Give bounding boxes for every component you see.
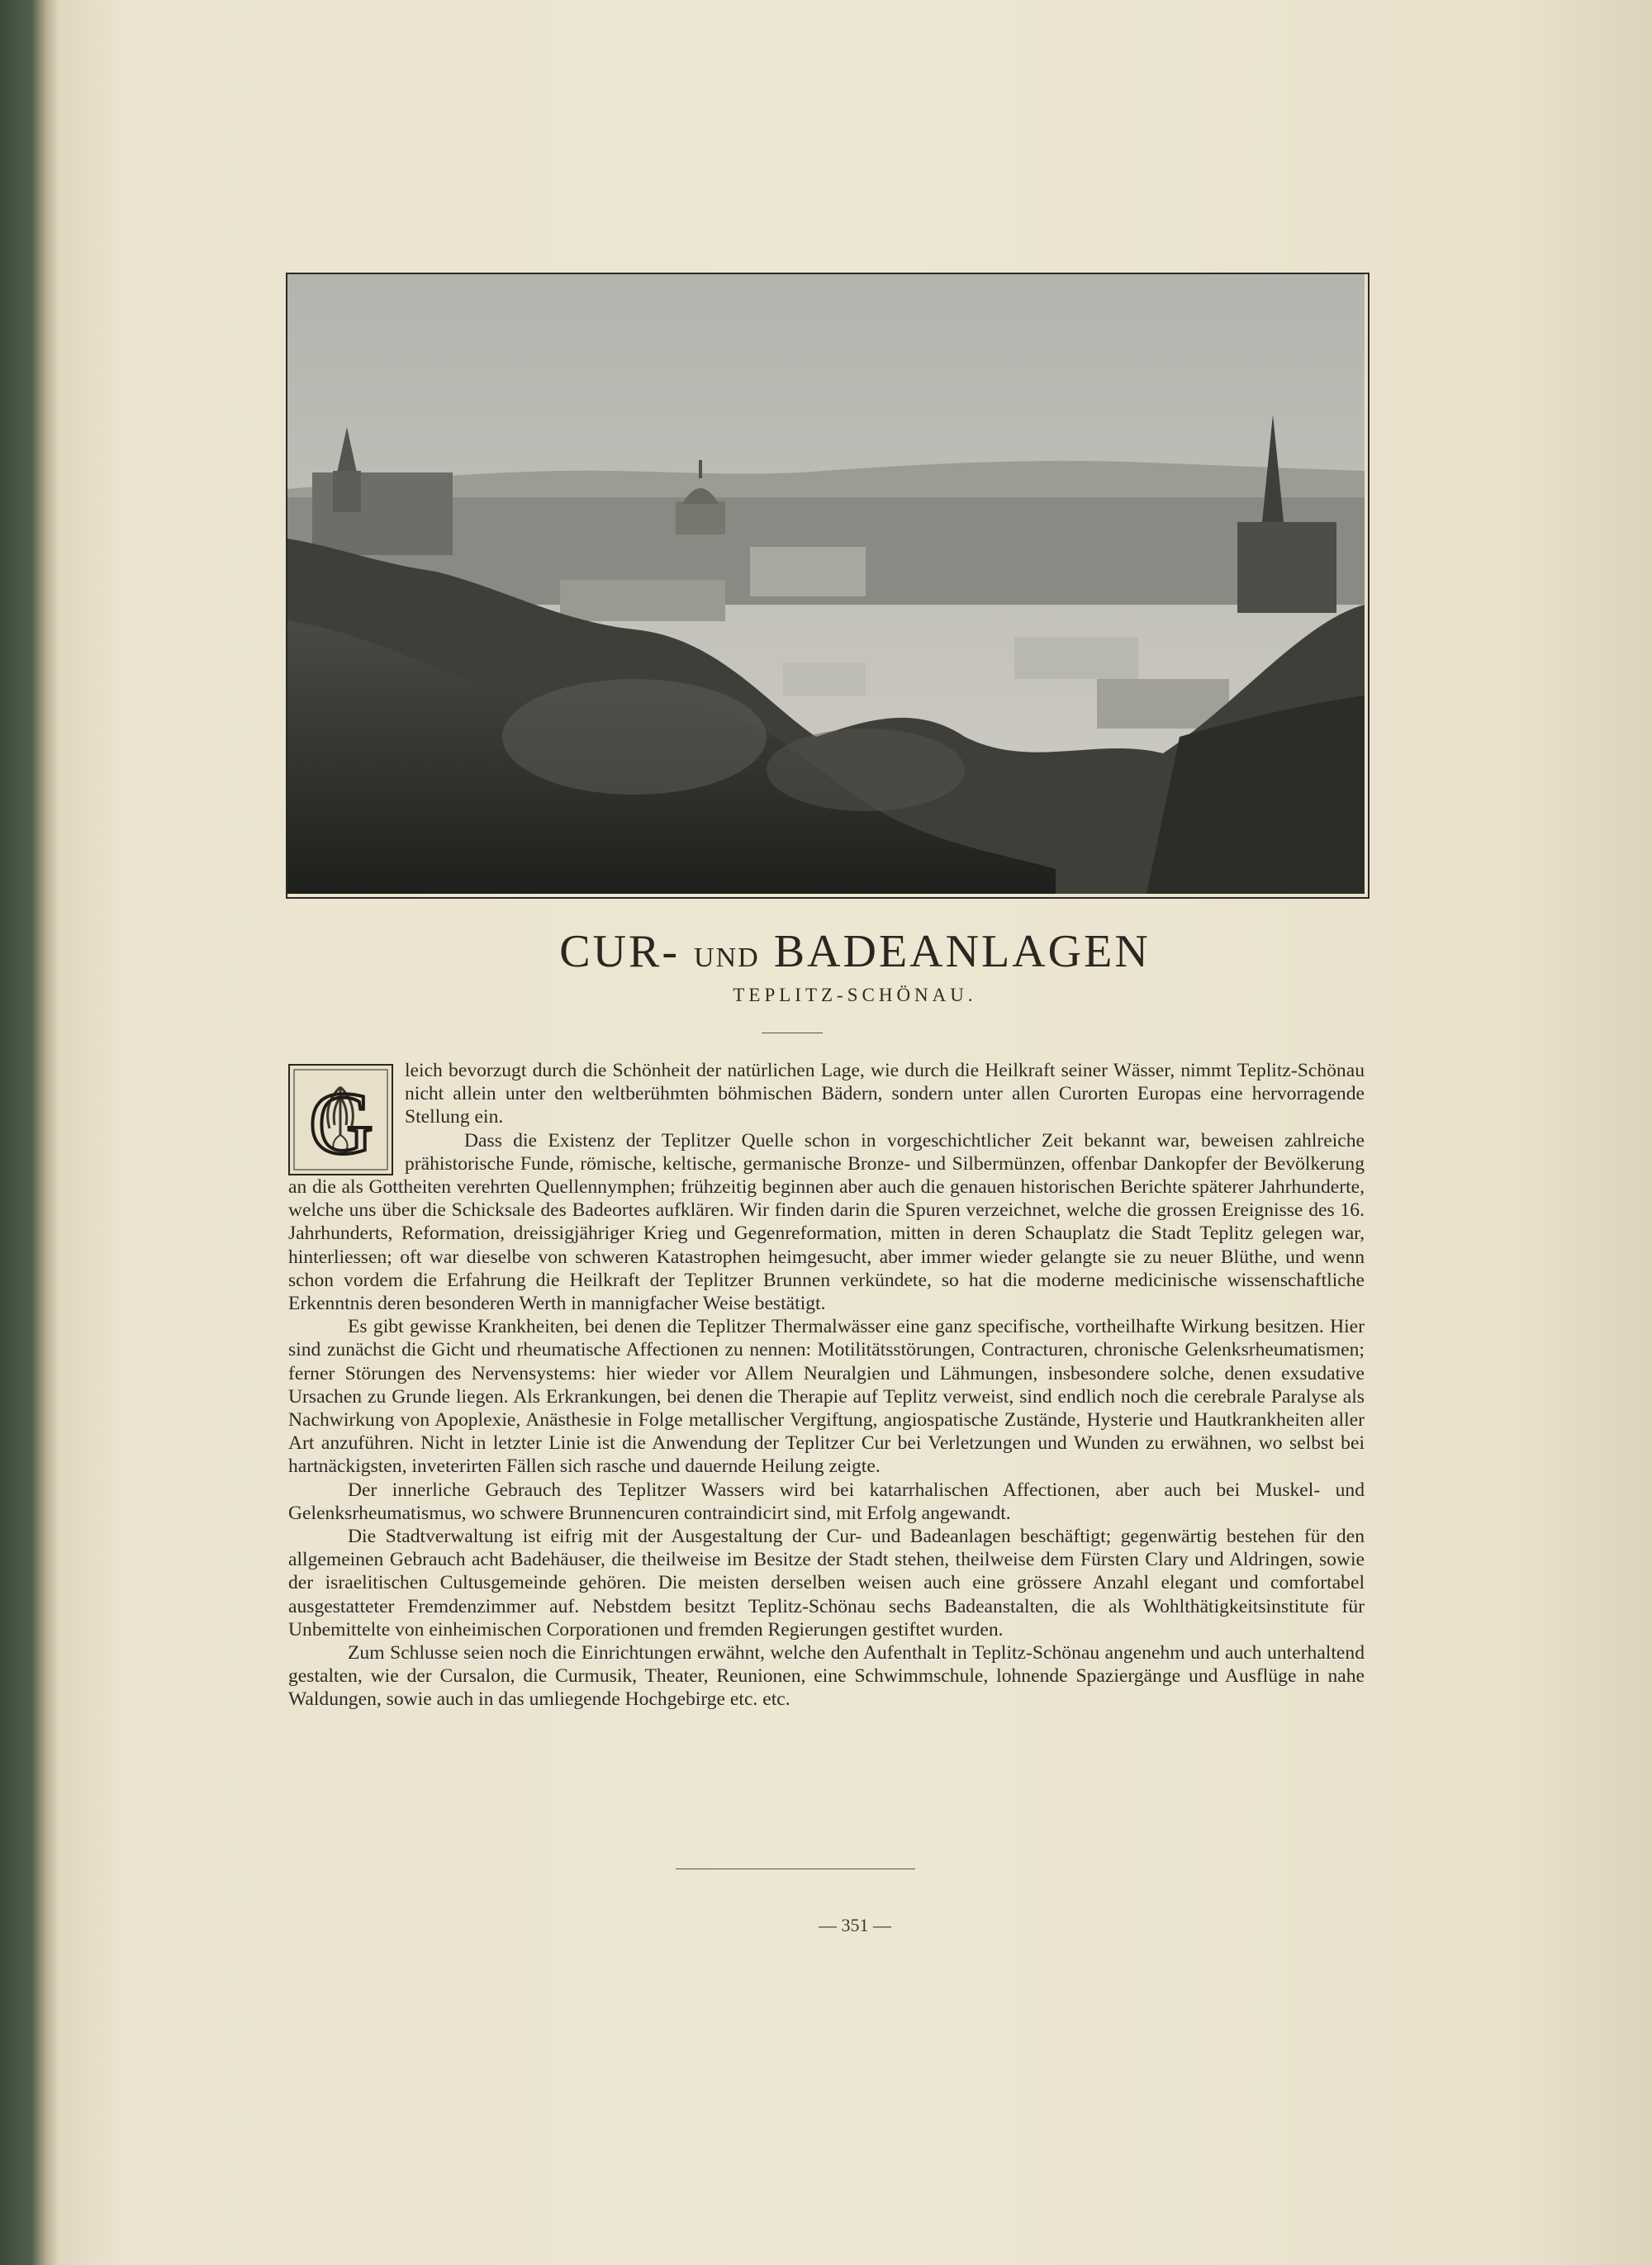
title-und: UND — [694, 943, 760, 973]
page-number: — 351 — — [819, 1915, 891, 1935]
paragraph-5: Die Stadtverwaltung ist eifrig mit der Ausgestaltung der Cur- und Badeanlagen beschäftigt; gegenwärtig bestehen für den allgemeinen Gebrauch acht Badehäuser, die theilweise im Besitze der Stadt stehen, theilweise dem Fürsten Clary und Aldringen, sowie der israelitischen Cultusgemeinde gehören. Die meisten derselben weisen auch eine grössere Anzahl elegant und comfortabel ausgestatteter Fremdenzimmer auf. Nebstdem besitzt Teplitz-Schönau sechs Badeanstalten, die als Wohlthätigkeitsinstitute für Unbemittelte von einheimischen Corporationen und fremden Regierungen gestiftet wurden. — [288, 1526, 1365, 1641]
paragraph-4: Der innerliche Gebrauch des Teplitzer Wassers wird bei katarrhalischen Affectionen, aber auch bei Muskel- und Gelenksrheumatismus, wo schwere Brunnencuren contraindicirt sind, mit Erfolg angewandt. — [288, 1479, 1365, 1524]
ornamental-initial-g — [288, 1064, 393, 1175]
title-badeanlagen: BADEANLAGEN — [773, 926, 1151, 977]
page-subtitle: TEPLITZ-SCHÖNAU. — [733, 985, 977, 1005]
title-cur: CUR- — [559, 926, 681, 977]
book-spine — [0, 0, 58, 2265]
book-page — [58, 0, 1652, 2265]
drop-cap-letter: G — [309, 1075, 373, 1173]
paragraph-1: leich bevorzugt durch die Schönheit der natürlichen Lage, wie durch die Heilkraft seiner Wässer, nimmt Teplitz-Schönau nicht allein unter den weltberühmten böhmischen Bädern, sondern unter allen Curorten Europas eine hervorragende Stellung ein. — [405, 1060, 1365, 1128]
paragraph-6: Zum Schlusse seien noch die Einrichtungen erwähnt, welche den Aufenthalt in Teplitz-Schönau angenehm und auch unterhaltend gestalten, wie der Cursalon, die Curmusik, Theater, Reunionen, eine Schwimmschule, lohnende Spaziergänge und Ausflüge in nahe Waldungen, sowie auch in das umliegende Hochgebirge etc. etc. — [288, 1642, 1365, 1711]
town-panorama-photo — [286, 273, 1370, 899]
paragraph-2: Dass die Existenz der Teplitzer Quelle schon in vorgeschichtlicher Zeit bekannt war, beweisen zahlreiche prähistorische Funde, römische, keltische, germanische Bronze- und Silbermünzen, offenbar Dankopfer der Bevölkerung an die als Gottheiten verehrten Quellennymphen; frühzeitig beginnen aber auch die genauen historischen Berichte späterer Jahrhunderte, welche uns über die Schicksale des Badeortes aufklären. Wir finden darin die Spuren verzeichnet, welche die grossen Ereignisse des 16. Jahrhunderts, Reformation, dreissigjähriger Krieg und Gegenreformation, mitten in deren Schauplatz die Stadt Teplitz gelegen war, hinterliessen; oft war dieselbe von schweren Katastrophen heimgesucht, aber immer wieder gelangte sie zu neuer Blüthe, und wenn schon vordem die Erfahrung die Heilkraft der Teplitzer Brunnen verkündete, so hat die moderne medicinische wissenschaftliche Erkenntnis deren besonderen Werth in mannigfacher Weise bestätigt. — [288, 1129, 1365, 1315]
page-title — [58, 925, 1652, 978]
paragraph-3: Es gibt gewisse Krankheiten, bei denen die Teplitzer Thermalwässer eine ganz specifische, vortheilhafte Wirkung besitzen. Hier sind zunächst die Gicht und rheumatische Affectionen zu nennen: Motilitätsstörungen, Contracturen, chronische Gelenksrheumatismen; ferner Störungen des Nervensystems: hier wieder vor Allem Neuralgien und Lähmungen, insbesondere solche, denen exsudative Ursachen zu Grunde liegen. Als Erkrankungen, bei denen die Therapie auf Teplitz verweist, sind endlich noch die cerebrale Paralyse als Nachwirkung von Apoplexie, Anästhesie in Folge metallischer Vergiftung, angiospatische Zustände, Hysterie und Hautkrankheiten aller Art anzuführen. Nicht in letzter Linie ist die Anwendung der Teplitzer Cur bei Verletzungen und Wunden zu erwähnen, wo selbst bei hartnäckigsten, inveterirten Fällen sich rasche und dauernde Heilung zeigte. — [288, 1316, 1365, 1478]
article-body — [288, 1059, 1365, 1712]
